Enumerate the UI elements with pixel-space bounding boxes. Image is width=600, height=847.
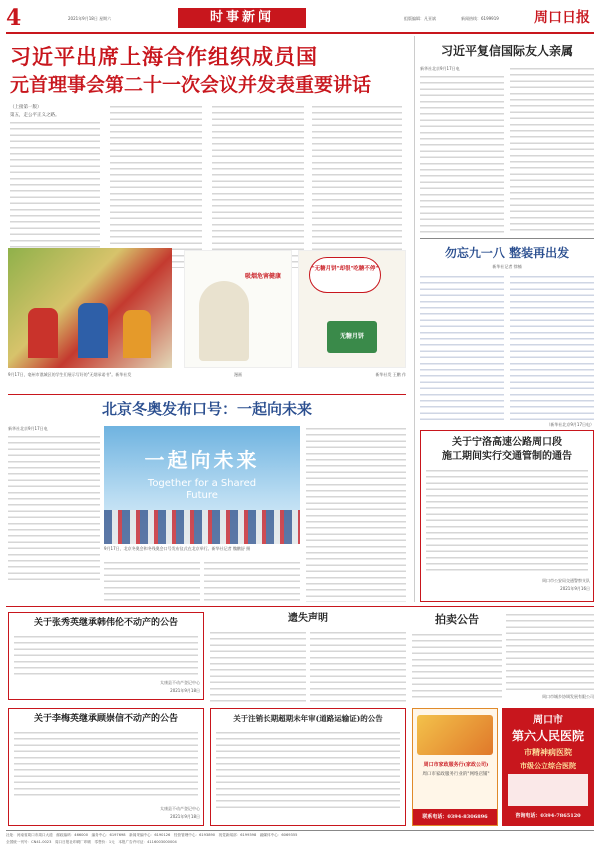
speech-bubble [309, 257, 381, 293]
photo-students-caption: 9月17日，亳州市谯城区的学生们展示写好的"无烟承诺书"。新华社发 [8, 372, 132, 377]
olympics-body-right [306, 426, 406, 602]
right-top-body-1 [420, 74, 504, 234]
toll-notice-title: 关于注销长期超期未年审(道路运输证)的公告 [233, 714, 383, 723]
olympics-dateline: 新华社北京9月17日电 [8, 426, 48, 431]
lead-body-col-3 [212, 104, 304, 268]
olympics-crowd [104, 510, 300, 544]
auction-title: 拍卖公告 [435, 613, 479, 626]
cartoon-caption: 漫画 [234, 372, 242, 377]
lost-notice-body-1 [210, 630, 306, 706]
footer-rule [6, 830, 594, 831]
lead-story [6, 36, 406, 272]
olympics-banner-slogan-cn: 一起向未来 [144, 448, 260, 472]
cartoon-mooncake-caption: 新华社发 王鹏 作 [375, 372, 406, 377]
notice-1-issuer: 太康县不动产登记中心 [160, 680, 200, 685]
mooncake-label: 无糖月饼 [339, 333, 364, 340]
ad-hospital-title-2: 第六人民医院 [511, 729, 584, 743]
ad-hospital-title-1: 周口市 [533, 715, 563, 726]
olympics-top-rule [8, 394, 406, 395]
section-title: 时事新闻 [209, 10, 274, 25]
auction-footer: 周口市城乡协调发展有限公司 [542, 694, 594, 699]
bottom-section-rule [6, 606, 594, 607]
lost-notice-title: 遗失声明 [288, 613, 328, 624]
paper-logo: 周口日报 [534, 10, 590, 26]
ad-hospital[interactable] [502, 708, 594, 826]
news-hotline: 新闻热线：6199919 [461, 16, 499, 21]
page-number: 4 [6, 5, 22, 31]
auction-body [412, 632, 502, 700]
ad-housekeeping-line-1: 周口市家政服务行(家政公司) [423, 762, 489, 768]
lead-body-col-4 [312, 104, 402, 268]
memorial-footer: （新华社北京9月17日电） [546, 422, 594, 427]
ad-housekeeping-phone[interactable]: 联系电话：0394-8306896 [422, 814, 488, 820]
highway-notice-body [426, 468, 588, 572]
highway-notice-issuer: 周口市公安局交通警察支队 [542, 578, 590, 583]
memorial-rule [420, 238, 594, 239]
lead-body-col-2 [110, 104, 202, 268]
students-figure [28, 308, 58, 358]
right-top-headline: 习近平复信国际友人亲属 [440, 44, 573, 58]
ad-hospital-sub: 市级公立综合医院 [520, 761, 576, 770]
lead-headline-line-1: 习近平出席上海合作组织成员国 [10, 44, 318, 69]
photo-students [8, 248, 172, 368]
masthead-rule [6, 32, 594, 34]
olympics-headline: 北京冬奥发布口号：一起向未来 [101, 400, 312, 418]
students-figure [78, 303, 108, 358]
lead-headline-line-2: 元首理事会第二十一次会议并发表重要讲话 [10, 74, 372, 96]
lost-notice-body-2 [310, 630, 406, 706]
right-top-dateline: 新华社北京9月17日电 [420, 66, 460, 71]
ad-hospital-phone[interactable]: 咨询电话：0394-7865120 [515, 813, 581, 819]
olympics-banner-slogan-en-1: Together for a Shared [147, 478, 257, 489]
date-line: 2021年9月18日 星期六 [68, 16, 112, 21]
memorial-author: 新华社记者 徐楠 [492, 264, 522, 269]
ad-housekeeping-banner [417, 715, 493, 755]
olympics-photo-caption: 9月17日，北京冬奥会和冬残奥会口号发布仪式在北京举行。新华社记者 魏鹏舒 摄 [104, 546, 251, 551]
toll-notice-body [216, 730, 400, 810]
memorial-headline: 勿忘九一八 整装再出发 [444, 246, 570, 260]
lead-body-intro: 第五，走公平正义之路。 [10, 113, 60, 118]
olympics-banner-slogan-en-2: Future [186, 490, 218, 501]
notice-1-title: 关于张秀英继承韩伟伦不动产的公告 [33, 618, 178, 628]
notice-2-issuer: 太康县不动产登记中心 [160, 806, 200, 811]
olympics-banner-photo [104, 426, 300, 544]
editor-credit: 组版编辑：凡亚斌 [404, 16, 436, 21]
footer-line-1: 社址：河南省周口市周口大道 邮政编码：466000 编务中心：6197698 新闻采编中心：6190126 经营管理中心：6193890 视觉新闻部：6199398 融媒体中心：6069355 [6, 833, 298, 837]
cartoon-mooncake [298, 250, 406, 368]
right-column-divider [414, 36, 415, 602]
highway-notice-title-2: 施工期间实行交通管制的通告 [442, 451, 572, 462]
cartoon-label: 吸烟危害健康 [245, 273, 282, 280]
olympics-body-left [8, 434, 100, 584]
ad-hospital-title-3: 市精神病医院 [524, 747, 572, 757]
masthead [6, 6, 594, 32]
lead-body-col-1 [10, 120, 100, 266]
auction-body-2 [506, 612, 594, 692]
lead-dateline: （上接第一版） [10, 105, 42, 110]
notice-2-date: 2021年9月18日 [170, 814, 200, 819]
highway-notice-title-1: 关于宁洛高速公路周口段 [452, 437, 562, 448]
notice-2-body [14, 730, 198, 800]
olympics-body-mid [104, 560, 200, 602]
cartoon-figure [199, 281, 249, 361]
ad-housekeeping-line-2: 周口市家政服务行业的"网络店铺" [422, 772, 490, 777]
notice-1-date: 2021年9月18日 [170, 688, 200, 693]
ad-housekeeping[interactable] [412, 708, 498, 826]
notice-2-title: 关于李梅英继承顾崇信不动产的公告 [33, 714, 178, 724]
memorial-body-2 [510, 274, 594, 420]
right-top-body-2 [510, 66, 594, 234]
footer-line-2: 全国统一刊号：CN41-0023 周口日报社印刷厂印刷 零售价：1元 本报广告许可证：4116003000004 [6, 840, 177, 844]
highway-notice-date: 2021年9月16日 [560, 586, 590, 591]
students-figure [123, 310, 151, 358]
cartoon-smoking [184, 250, 292, 368]
olympics-body-mid-2 [204, 560, 300, 602]
ad-hospital-panel [508, 774, 588, 806]
memorial-body-1 [420, 274, 504, 420]
speech-bubble-text: "无糖月饼"却很"吃糖不停" [311, 266, 379, 272]
notice-1-body [14, 634, 198, 676]
